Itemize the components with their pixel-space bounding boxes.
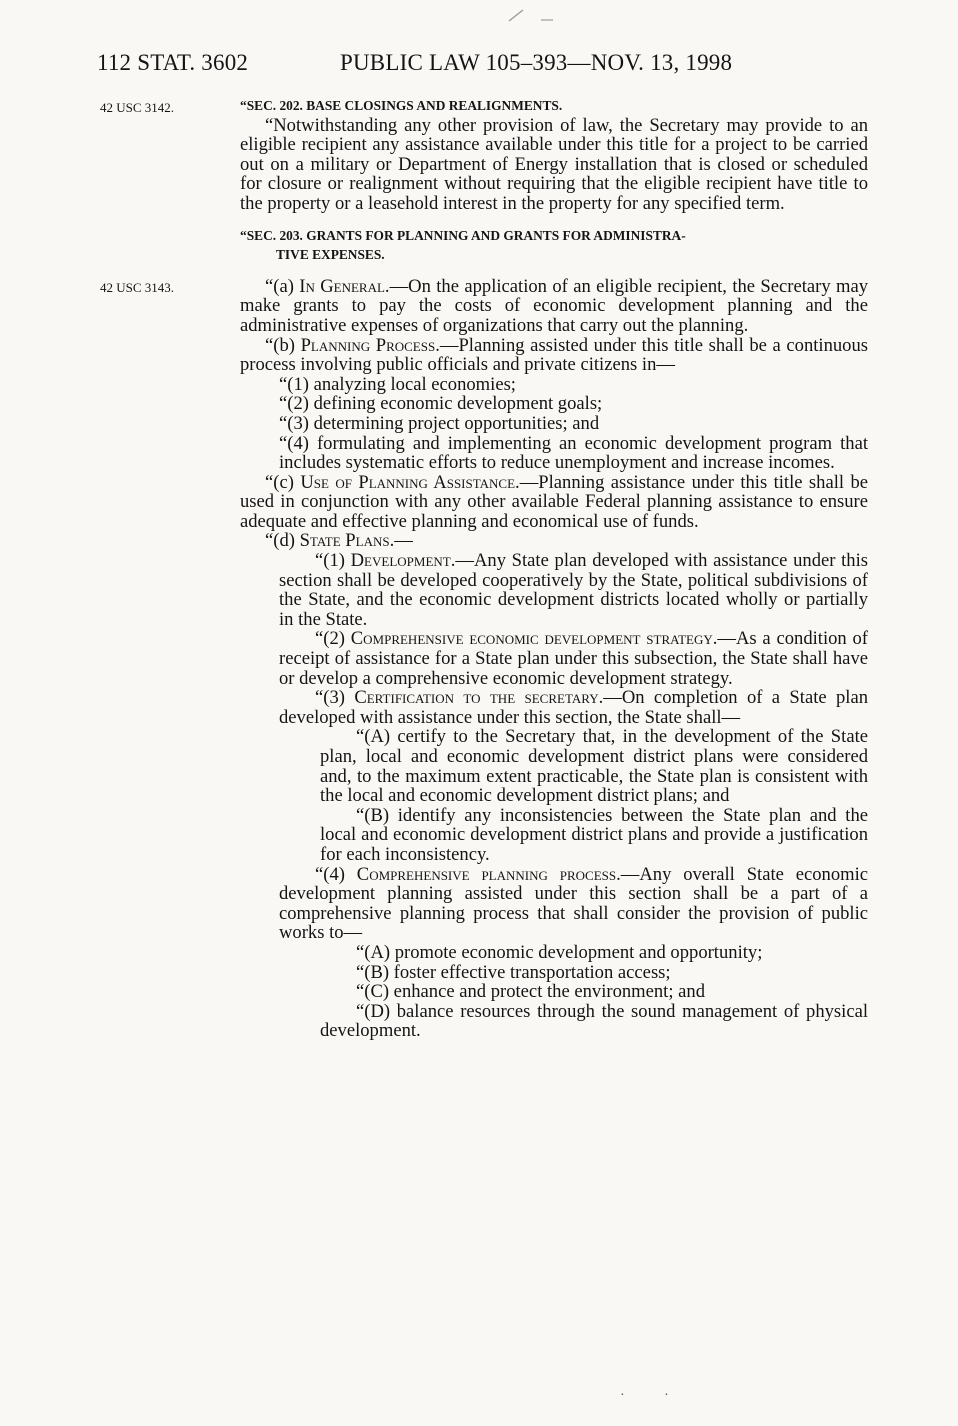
paragraph-b3: “(3) determining project opportunities; and: [279, 412, 600, 434]
paragraph-d1: “(1) Development.—Any State plan developed with assistance under this section shall be developed cooperatively by the State, political subdivisions of the State, and the economic development districts located wholly or partially in the State.: [279, 550, 868, 630]
paragraph-d2-title: Comprehensive economic development strategy.: [350, 628, 718, 650]
subsection-b: “(b) Planning Process.—Planning assisted under this title shall be a continuous process involving public officials and private citizens in—: [240, 334, 868, 376]
subsection-d: “(d) State Plans.—: [265, 530, 413, 552]
subsection-b-title: Planning Process.: [300, 334, 440, 356]
section-203-heading: “SEC. 203. GRANTS FOR PLANNING AND GRANTS FOR ADMINISTRA-: [240, 227, 686, 243]
subparagraph-d4-a: “(A) promote economic development and opportunity;: [356, 941, 763, 963]
subparagraph-d3-b: “(B) identify any inconsistencies between the State plan and the local and economic development district plans and provide a justification for each inconsistency.: [320, 804, 868, 865]
scan-pen-mark: [507, 6, 559, 26]
subsection-a: “(a) In General.—On the application of an eligible recipient, the Secretary may make grants to pay the costs of economic development planning and the administrative expenses of organizations that carry out the planning.: [240, 275, 868, 336]
paragraph-d3: “(3) Certification to the secretary.—On completion of a State plan developed with assistance under this section, the State shall—: [279, 687, 868, 728]
section-202-text: “Notwithstanding any other provision of law, the Secretary may provide to an eligible recipient any assistance available under this title for a project to be carried out on a military or Department of Energy installation that is closed or scheduled for closure or realignment without requiring that the eligible recipient have title to the property or a leasehold interest in the property for any specified term.: [240, 114, 868, 214]
subsection-d-title: State Plans.: [299, 530, 395, 552]
paragraph-d4: “(4) Comprehensive planning process.—Any overall State economic development planning assisted under this section shall be a part of a comprehensive planning process that shall consider the provision of public works to—: [279, 863, 868, 944]
paragraph-d3-title: Certification to the secretary.: [354, 687, 604, 709]
paragraph-d1-title: Development.: [350, 550, 456, 572]
subparagraph-d4-c: “(C) enhance and protect the environment; and: [356, 981, 706, 1003]
margin-citation-usc-3142: 42 USC 3142.: [100, 100, 175, 115]
subsection-a-title: In General.: [299, 275, 390, 297]
paragraph-b1: “(1) analyzing local economies;: [279, 373, 516, 395]
statute-body: [240, 96, 868, 1041]
subparagraph-d3-a: “(A) certify to the Secretary that, in the development of the State plan, local and economic development district plans were considered and, to the maximum extent practicable, the State plan is consistent with the local and economic development district plans; and: [320, 726, 868, 807]
subsection-c: “(c) Use of Planning Assistance.—Planning assistance under this title shall be used in conjunction with any other available Federal planning assistance to ensure adequate and effective planning and economical use of funds.: [240, 471, 869, 532]
statute-page-number: 112 STAT. 3602: [97, 50, 249, 75]
paragraph-b2: “(2) defining economic development goals;: [279, 393, 603, 415]
paragraph-d4-title: Comprehensive planning process.: [356, 863, 621, 885]
section-203-heading-cont: TIVE EXPENSES.: [276, 247, 385, 263]
section-202-heading: “SEC. 202. BASE CLOSINGS AND REALIGNMENTS.: [240, 98, 563, 113]
subparagraph-d4-b: “(B) foster effective transportation access;: [356, 961, 671, 983]
subsection-c-title: Use of Planning Assistance.: [300, 471, 520, 493]
paragraph-d2: “(2) Comprehensive economic development strategy.—As a condition of receipt of assistance for a State plan under this subsection, the State shall have or develop a comprehensive economic development strategy.: [279, 628, 868, 689]
public-law-header: PUBLIC LAW 105–393—NOV. 13, 1998: [340, 50, 733, 75]
margin-citation-usc-3143: 42 USC 3143.: [100, 280, 175, 295]
paragraph-b4: “(4) formulating and implementing an economic development program that includes systematic efforts to reduce unemployment and increase incomes.: [279, 432, 868, 474]
subparagraph-d4-d: “(D) balance resources through the sound management of physical development.: [320, 1000, 868, 1042]
scan-specks: · ·: [620, 1388, 687, 1403]
